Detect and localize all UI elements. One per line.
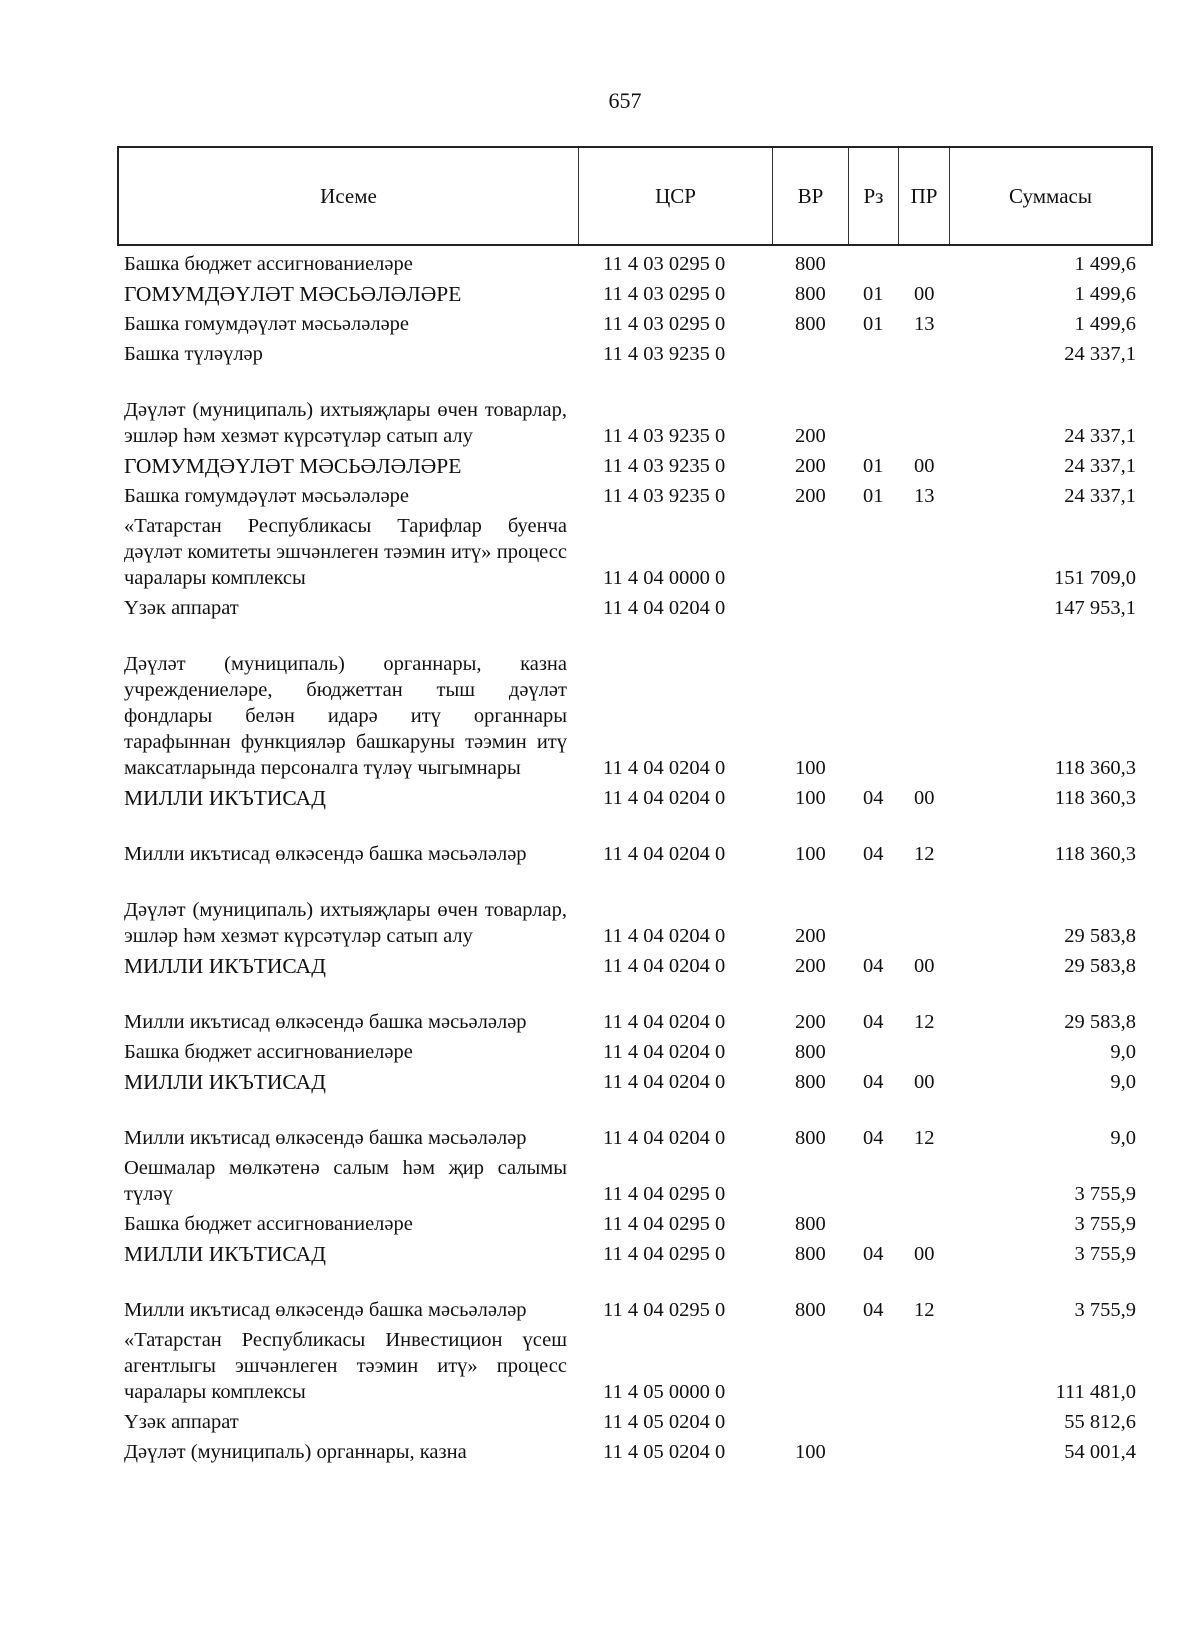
row-vr: 800 xyxy=(795,1127,826,1149)
table-row xyxy=(0,367,1200,449)
row-sum: 3 755,9 xyxy=(1074,1213,1136,1235)
row-name: Милли икътисад өлкәсендә башка мәсьәләләр xyxy=(124,1127,527,1149)
page-number: 657 xyxy=(608,88,642,113)
row-csr: 11 4 05 0204 0 xyxy=(603,1441,726,1463)
row-name: Башка түләүләр xyxy=(124,343,263,365)
row-rz: 04 xyxy=(863,1243,884,1265)
table-row xyxy=(0,1035,1200,1065)
row-csr: 11 4 05 0204 0 xyxy=(603,1411,726,1433)
table-body xyxy=(0,247,1200,1465)
row-sum: 118 360,3 xyxy=(1054,843,1136,865)
column-header-rz: Рз xyxy=(849,148,899,244)
row-rz: 04 xyxy=(863,1071,884,1093)
row-sum: 9,0 xyxy=(1110,1127,1136,1149)
row-rz: 04 xyxy=(863,1299,884,1321)
row-pr: 13 xyxy=(914,485,935,507)
table-row xyxy=(0,1207,1200,1237)
table-row xyxy=(0,1237,1200,1267)
row-vr: 100 xyxy=(795,843,826,865)
table-row xyxy=(0,337,1200,367)
table-row xyxy=(0,781,1200,811)
table-row xyxy=(0,1405,1200,1435)
row-vr: 200 xyxy=(795,1011,826,1033)
row-rz: 01 xyxy=(863,485,884,507)
table-row xyxy=(0,1151,1200,1207)
row-name: Башка бюджет ассигнованиеләре xyxy=(124,253,413,275)
table-row xyxy=(0,307,1200,337)
row-vr: 800 xyxy=(795,253,826,275)
row-csr: 11 4 03 0295 0 xyxy=(603,253,726,275)
row-sum: 9,0 xyxy=(1110,1041,1136,1063)
row-name: Милли икътисад өлкәсендә башка мәсьәләләр xyxy=(124,843,527,865)
row-sum: 3 755,9 xyxy=(1074,1183,1136,1205)
row-name: «Татарстан Республикасы Инвестицион үсеш агентлыгы эшчәнлеген тәэмин итү» процесс чаралары комплексы xyxy=(124,1329,567,1403)
row-name: Милли икътисад өлкәсендә башка мәсьәләләр xyxy=(124,1299,527,1321)
row-rz: 04 xyxy=(863,955,884,977)
row-sum: 151 709,0 xyxy=(1054,567,1136,589)
table-row xyxy=(0,449,1200,479)
row-rz: 01 xyxy=(863,283,884,305)
row-csr: 11 4 03 9235 0 xyxy=(603,343,726,365)
row-name: Дәүләт (муниципаль) ихтыяҗлары өчен товарлар, эшләр һәм хезмәт күрсәтүләр сатып алу xyxy=(124,399,567,447)
row-csr: 11 4 04 0295 0 xyxy=(603,1213,726,1235)
row-sum: 29 583,8 xyxy=(1064,925,1136,947)
row-vr: 200 xyxy=(795,455,826,477)
row-pr: 00 xyxy=(914,455,935,477)
row-sum: 24 337,1 xyxy=(1064,425,1136,447)
table-row xyxy=(0,1435,1200,1465)
row-name: Оешмалар мөлкәтенә салым һәм җир салымы түләү xyxy=(124,1157,567,1205)
row-sum: 118 360,3 xyxy=(1054,757,1136,779)
row-sum: 1 499,6 xyxy=(1074,283,1136,305)
table-row xyxy=(0,1095,1200,1151)
row-pr: 13 xyxy=(914,313,935,335)
row-csr: 11 4 04 0204 0 xyxy=(603,1071,726,1093)
row-name: ГОМУМДӘҮЛӘТ МӘСЬӘЛӘЛӘРЕ xyxy=(124,282,462,306)
row-sum: 55 812,6 xyxy=(1064,1411,1136,1433)
row-csr: 11 4 04 0295 0 xyxy=(603,1243,726,1265)
row-csr: 11 4 04 0204 0 xyxy=(603,955,726,977)
table-row xyxy=(0,867,1200,949)
table-row xyxy=(0,949,1200,979)
row-csr: 11 4 04 0295 0 xyxy=(603,1299,726,1321)
row-vr: 800 xyxy=(795,283,826,305)
row-csr: 11 4 04 0204 0 xyxy=(603,787,726,809)
row-pr: 00 xyxy=(914,1243,935,1265)
row-vr: 800 xyxy=(795,1243,826,1265)
row-csr: 11 4 04 0204 0 xyxy=(603,597,726,619)
row-name: МИЛЛИ ИКЪТИСАД xyxy=(124,954,326,978)
row-name: Дәүләт (муниципаль) органнары, казна учреждениеләре, бюджеттан тыш дәүләт фондлары белән идарә итү органнары тарафыннан функцияләр башкаруны тәэмин итү максатларында персоналга түләү чыгымнары xyxy=(124,653,567,779)
column-header-csr: ЦСР xyxy=(579,148,773,244)
row-vr: 800 xyxy=(795,1213,826,1235)
row-vr: 100 xyxy=(795,757,826,779)
row-name: Башка гомумдәүләт мәсьәләләре xyxy=(124,485,410,507)
table-row xyxy=(0,1323,1200,1405)
row-vr: 100 xyxy=(795,787,826,809)
row-name: Дәүләт (муниципаль) ихтыяҗлары өчен товарлар, эшләр һәм хезмәт күрсәтүләр сатып алу xyxy=(124,899,567,947)
column-header-sum: Суммасы xyxy=(1009,183,1092,208)
row-vr: 100 xyxy=(795,1441,826,1463)
row-csr: 11 4 03 9235 0 xyxy=(603,425,726,447)
row-sum: 118 360,3 xyxy=(1054,787,1136,809)
table-row xyxy=(0,811,1200,867)
row-pr: 12 xyxy=(914,1127,935,1149)
row-sum: 29 583,8 xyxy=(1064,1011,1136,1033)
row-name: Башка бюджет ассигнованиеләре xyxy=(124,1041,413,1063)
row-name: «Татарстан Республикасы Тарифлар буенча дәүләт комитеты эшчәнлеген тәэмин итү» процесс чаралары комплексы xyxy=(124,515,567,589)
row-vr: 800 xyxy=(795,1071,826,1093)
row-vr: 800 xyxy=(795,1041,826,1063)
row-name: МИЛЛИ ИКЪТИСАД xyxy=(124,1242,326,1266)
table-row xyxy=(0,1267,1200,1323)
table-row xyxy=(0,621,1200,781)
row-vr: 800 xyxy=(795,1299,826,1321)
column-header-name: Исеме xyxy=(119,148,579,244)
table-row xyxy=(0,591,1200,621)
row-csr: 11 4 04 0204 0 xyxy=(603,1041,726,1063)
row-name: ГОМУМДӘҮЛӘТ МӘСЬӘЛӘЛӘРЕ xyxy=(124,454,462,478)
row-csr: 11 4 03 9235 0 xyxy=(603,485,726,507)
row-sum: 9,0 xyxy=(1110,1071,1136,1093)
row-vr: 800 xyxy=(795,313,826,335)
row-rz: 04 xyxy=(863,1127,884,1149)
table-row xyxy=(0,277,1200,307)
table-row xyxy=(0,247,1200,277)
row-sum: 24 337,1 xyxy=(1064,485,1136,507)
table-header xyxy=(117,146,1153,246)
row-csr: 11 4 04 0204 0 xyxy=(603,1011,726,1033)
row-csr: 11 4 04 0204 0 xyxy=(603,843,726,865)
row-csr: 11 4 03 0295 0 xyxy=(603,313,726,335)
row-vr: 200 xyxy=(795,485,826,507)
table-row xyxy=(0,509,1200,591)
row-rz: 04 xyxy=(863,787,884,809)
row-sum: 1 499,6 xyxy=(1074,313,1136,335)
row-name: Милли икътисад өлкәсендә башка мәсьәләләр xyxy=(124,1011,527,1033)
row-csr: 11 4 03 0295 0 xyxy=(603,283,726,305)
column-header-vr: ВР xyxy=(773,148,849,244)
row-name: Үзәк аппарат xyxy=(124,1411,239,1433)
row-pr: 00 xyxy=(914,1071,935,1093)
row-csr: 11 4 05 0000 0 xyxy=(603,1381,726,1403)
row-csr: 11 4 04 0204 0 xyxy=(603,757,726,779)
row-vr: 200 xyxy=(795,955,826,977)
table-row xyxy=(0,979,1200,1035)
row-name: МИЛЛИ ИКЪТИСАД xyxy=(124,786,326,810)
row-vr: 200 xyxy=(795,425,826,447)
row-pr: 00 xyxy=(914,283,935,305)
column-header-pr: ПР xyxy=(899,148,950,244)
row-name: Башка гомумдәүләт мәсьәләләре xyxy=(124,313,410,335)
row-pr: 00 xyxy=(914,955,935,977)
row-sum: 1 499,6 xyxy=(1074,253,1136,275)
row-csr: 11 4 04 0000 0 xyxy=(603,567,726,589)
table-row xyxy=(0,1065,1200,1095)
row-name: Дәүләт (муниципаль) органнары, казна xyxy=(124,1441,467,1463)
row-pr: 12 xyxy=(914,1011,935,1033)
row-sum: 111 481,0 xyxy=(1055,1381,1136,1403)
row-name: Үзәк аппарат xyxy=(124,597,239,619)
row-sum: 29 583,8 xyxy=(1064,955,1136,977)
row-rz: 01 xyxy=(863,313,884,335)
row-sum: 3 755,9 xyxy=(1074,1299,1136,1321)
row-csr: 11 4 03 9235 0 xyxy=(603,455,726,477)
row-rz: 04 xyxy=(863,843,884,865)
row-pr: 12 xyxy=(914,843,935,865)
row-name: МИЛЛИ ИКЪТИСАД xyxy=(124,1070,326,1094)
table-row xyxy=(0,479,1200,509)
row-csr: 11 4 04 0295 0 xyxy=(603,1183,726,1205)
row-vr: 200 xyxy=(795,925,826,947)
row-sum: 147 953,1 xyxy=(1054,597,1136,619)
row-sum: 24 337,1 xyxy=(1064,343,1136,365)
row-sum: 54 001,4 xyxy=(1064,1441,1136,1463)
row-rz: 04 xyxy=(863,1011,884,1033)
row-sum: 3 755,9 xyxy=(1074,1243,1136,1265)
row-pr: 12 xyxy=(914,1299,935,1321)
row-csr: 11 4 04 0204 0 xyxy=(603,925,726,947)
row-sum: 24 337,1 xyxy=(1064,455,1136,477)
row-pr: 00 xyxy=(914,787,935,809)
row-rz: 01 xyxy=(863,455,884,477)
row-csr: 11 4 04 0204 0 xyxy=(603,1127,726,1149)
row-name: Башка бюджет ассигнованиеләре xyxy=(124,1213,413,1235)
